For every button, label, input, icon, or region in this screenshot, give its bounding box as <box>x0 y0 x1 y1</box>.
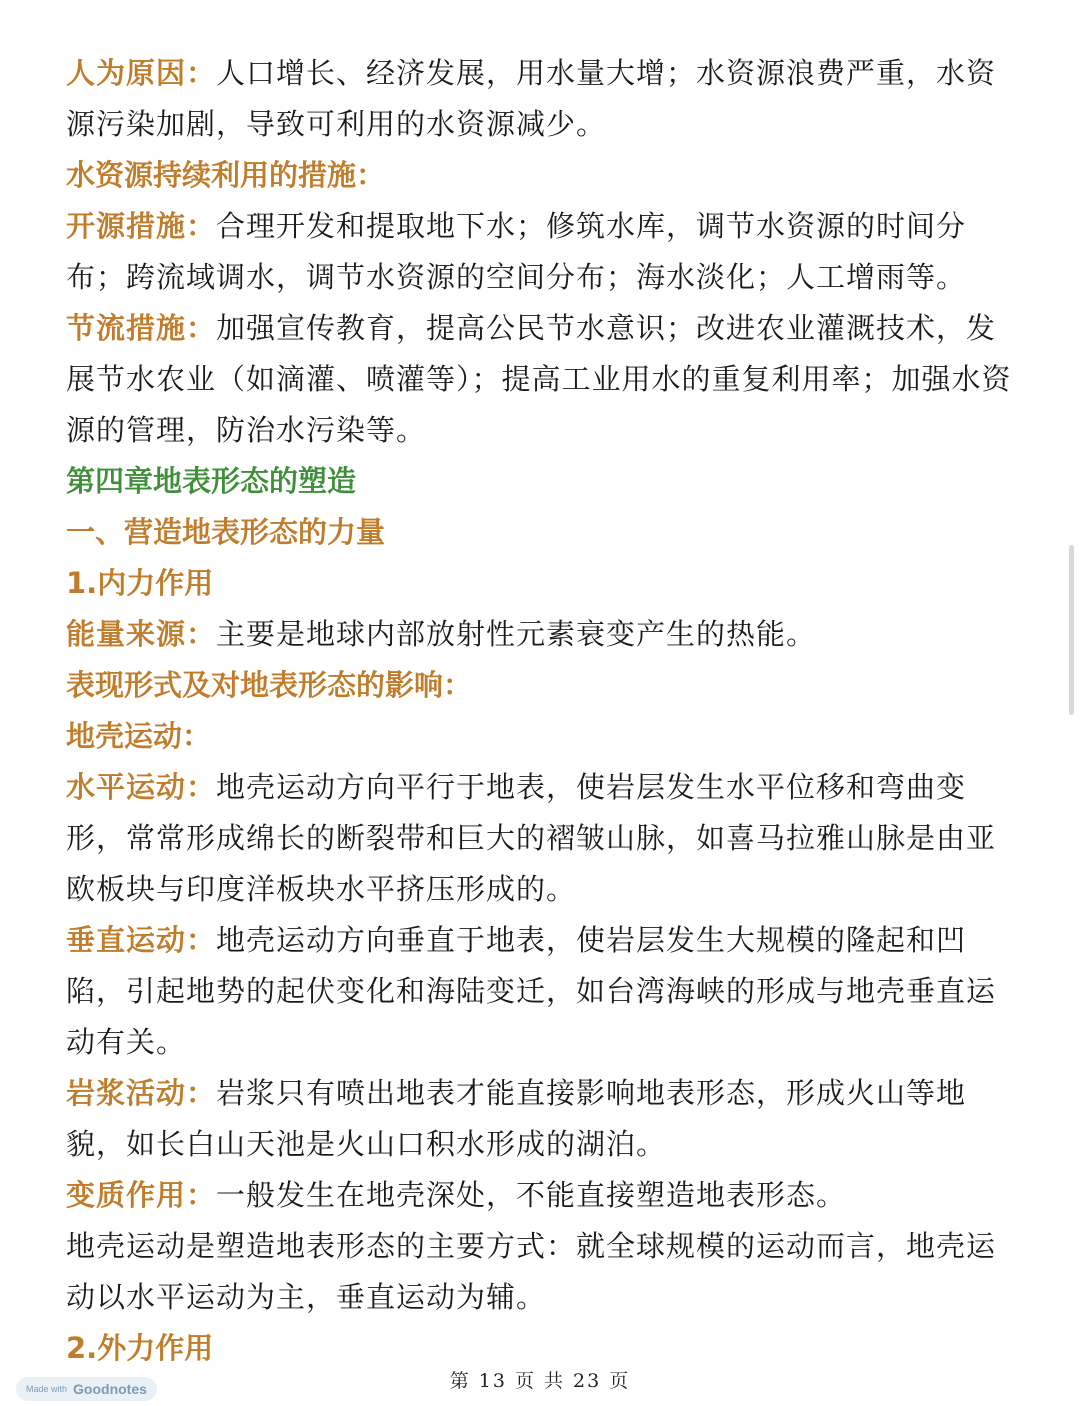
paragraph-text: 加强宣传教育，提高公民节水意识；改进农业灌溉技术，发展节水农业（如滴灌、喷灌等）；提高工业用水的重复利用率；加强水资源的管理，防治水污染等。 <box>66 311 1012 447</box>
paragraph-magma-activity <box>66 1068 1016 1170</box>
paragraph-text: 岩浆只有喷出地表才能直接影响地表形态，形成火山等地貌，如长白山天池是火山口积水形成的湖泊。 <box>66 1076 967 1161</box>
paragraph-human-causes <box>66 48 1016 150</box>
subsection-heading: 1.内力作用 <box>66 566 214 600</box>
section-heading: 表现形式及对地表形态的影响： <box>66 668 473 702</box>
paragraph-save-water <box>66 303 1016 456</box>
paragraph-label: 开源措施： <box>66 209 217 243</box>
section-heading: 地壳运动： <box>66 719 212 753</box>
paragraph-label: 水平运动： <box>66 770 217 804</box>
paragraph-label: 节流措施： <box>66 311 217 345</box>
paragraph-text: 地壳运动是塑造地表形态的主要方式：就全球规模的运动而言，地壳运动以水平运动为主，垂直运动为辅。 <box>66 1229 997 1314</box>
paragraph-label: 岩浆活动： <box>66 1076 217 1110</box>
paragraph-open-source <box>66 201 1016 303</box>
paragraph-vertical-movement <box>66 915 1016 1068</box>
badge-prefix: Made with <box>26 1384 68 1394</box>
paragraph-text: 人口增长、经济发展，用水量大增；水资源浪费严重，水资源污染加剧，导致可利用的水资源减少。 <box>66 56 997 141</box>
paragraph-label: 能量来源： <box>66 617 217 651</box>
page-number: 第 13 页 共 23 页 <box>449 1370 631 1392</box>
scrollbar[interactable] <box>1069 545 1074 715</box>
paragraph-energy-source <box>66 609 1016 660</box>
paragraph-text: 一般发生在地壳深处，不能直接塑造地表形态。 <box>216 1178 847 1212</box>
paragraph-label: 人为原因： <box>66 56 217 90</box>
paragraph-text: 地壳运动方向垂直于地表，使岩层发生大规模的隆起和凹陷，引起地势的起伏变化和海陆变迁，如台湾海峡的形成与地壳垂直运动有关。 <box>66 923 997 1059</box>
subsection-heading: 2.外力作用 <box>66 1331 214 1365</box>
paragraph-text: 合理开发和提取地下水；修筑水库，调节水资源的时间分布；跨流域调水，调节水资源的空间分布；海水淡化；人工增雨等。 <box>66 209 967 294</box>
chapter-title: 第四章地表形态的塑造 <box>66 464 357 498</box>
paragraph-horizontal-movement <box>66 762 1016 915</box>
paragraph-text: 主要是地球内部放射性元素衰变产生的热能。 <box>216 617 817 651</box>
paragraph-text: 地壳运动方向平行于地表，使岩层发生水平位移和弯曲变形，常常形成绵长的断裂带和巨大的褶皱山脉，如喜马拉雅山脉是由亚欧板块与印度洋板块水平挤压形成的。 <box>66 770 997 906</box>
notes-page <box>66 48 1016 1374</box>
section-heading: 一、营造地表形态的力量 <box>66 515 386 549</box>
paragraph-crust-summary <box>66 1221 1016 1323</box>
paragraph-metamorphism <box>66 1170 1016 1221</box>
section-heading: 水资源持续利用的措施： <box>66 158 386 192</box>
paragraph-label: 变质作用： <box>66 1178 217 1212</box>
badge-brand: Goodnotes <box>73 1381 147 1397</box>
paragraph-label: 垂直运动： <box>66 923 217 957</box>
